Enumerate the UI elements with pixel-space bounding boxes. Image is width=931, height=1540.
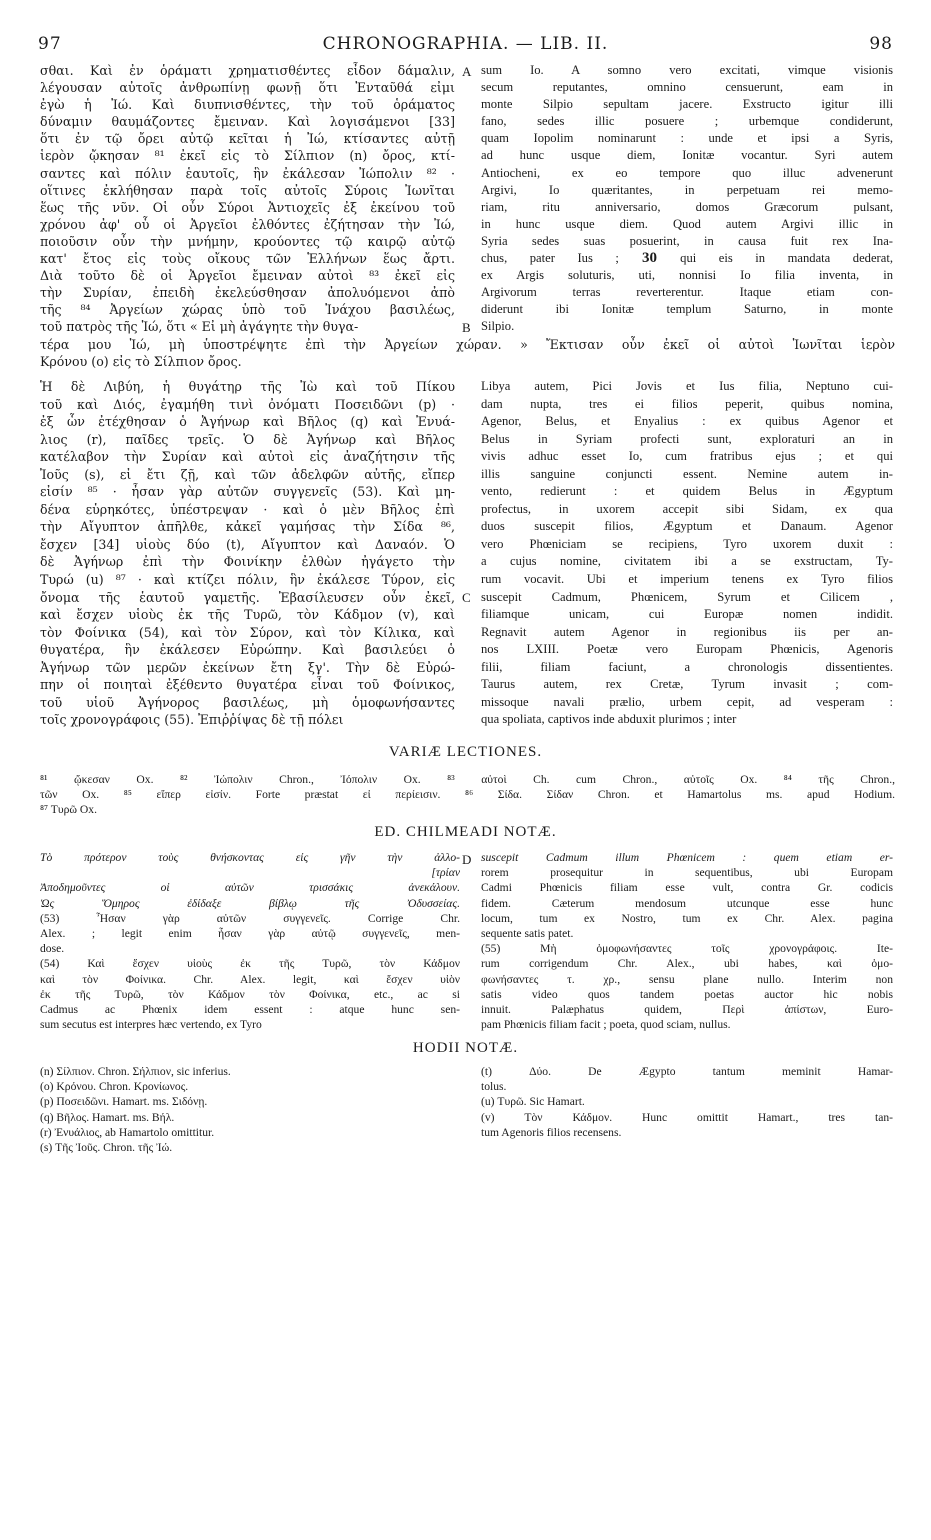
text-line: ἕως τῆς νῦν. Οἱ οὖν Σύροι Ἀντιοχεῖς ἐξ ἐκείνου τοῦ bbox=[40, 199, 455, 215]
text-line: Ἀποδημοῦντες οἱ αὐτῶν τρισσάκις ἀνεκάλουν. bbox=[40, 881, 460, 895]
text-line: rum vocavit. Ubi et imperium tenens ex Tyro filios bbox=[481, 572, 893, 587]
text-line: εἰσίν ⁸⁵ · ἦσαν γὰρ αὐτῶν συγγενεῖς (53). Καὶ μη- bbox=[40, 484, 455, 500]
text-line: Cadmus ac Phœnix idem essent : atque hunc sen- bbox=[40, 1003, 460, 1017]
text-line: riam, ritu anniversario, domos Græcorum pulsant, bbox=[481, 199, 893, 214]
text-line: (n) Σίλπιον. Chron. Σήλπιον, sic inferius. bbox=[40, 1065, 231, 1078]
text-line: ἐκ τῆς Τυρῶ, τὸν Κάδμον τὸν Φοίνικα, etc., ac si bbox=[40, 987, 460, 1001]
text-line: Ὡς Ὅμηρος ἐδίδαξε βίβλῳ τῆς Ὀδυσσείας. bbox=[40, 896, 460, 910]
text-line: Antiocheni, ex eo tempore quo illuc advenerunt bbox=[481, 165, 893, 180]
text-line: in hunc usque diem. Quod autem Argivi illic in bbox=[481, 216, 893, 231]
text-line: τέρα μου Ἰώ, μὴ ὑποστρέψητε ἐπὶ τὴν Ἀργείων χώραν. » Ἔκτισαν οὖν ἐκεῖ οἱ αὐτοὶ Ἰωνῖται ἱερὸν bbox=[40, 337, 895, 352]
text-line: pam Phœnicis filiam facit ; poeta, quod sciam, nullus. bbox=[481, 1018, 731, 1032]
text-line: καὶ τὸν Φοίνικα. Chr. Alex. legit, καὶ ἔσχεν υἱὸν bbox=[40, 972, 460, 986]
text-line: ἐξ ὧν ἐτέχθησαν ὁ Ἀγήνωρ καὶ Βῆλος (q) καὶ Ἐνυά- bbox=[40, 414, 455, 430]
text-line: Argivorum terras reverterentur. Itaque etiam con- bbox=[481, 285, 893, 300]
text-line: fano, sedes illic posuere ; urbemque condiderunt, bbox=[481, 114, 893, 129]
text-line: tum Agenoris filios recensens. bbox=[481, 1125, 622, 1139]
text-line: φωνήσαντες τ. χρ., sensu plane nullo. Interim non bbox=[481, 972, 893, 986]
running-title: CHRONOGRAPHIA. — LIB. II. bbox=[322, 34, 609, 54]
text-line: Ἰοῦς (s), εἰ ἔτι ζῇ, καὶ τῶν ἀδελφῶν αὐτῆς, εἴπερ bbox=[40, 466, 455, 482]
text-line: Ἀγήνωρ τῶν μερῶν ἐκείνων ἔτη ξγ'. Τὴν δὲ Εὐρώ- bbox=[40, 659, 455, 675]
text-line: οἵτινες ἐκλήθησαν παρὰ τοῖς αὐτοῖς Σύροις Ἰωνῖται bbox=[40, 182, 455, 198]
text-line: τοῦ καὶ Διός, ἐγαμήθη τινὶ ὀνόματι Ποσειδῶνι (p) · bbox=[40, 396, 455, 412]
text-line: filiamque unicam, cui Europæ nomen indidit. bbox=[481, 607, 893, 622]
text-line: (r) Ἐνυάλιος, ab Hamartolo omittitur. bbox=[40, 1125, 215, 1139]
text-line: (54) Καὶ ἔσχεν υἱοὺς ἐκ τῆς Τυρῶ, τὸν Κάδμον bbox=[40, 957, 460, 971]
text-line: (55) Μὴ ὁμοφωνήσαντες τοῖς χρονογράφοις. Ite- bbox=[481, 942, 893, 956]
margin-marker-a: A bbox=[462, 64, 472, 79]
text-line: (v) Τὸν Κάδμον. Hunc omittit Hamart., tres tan- bbox=[481, 1110, 893, 1124]
text-line: τὸν Φοίνικα (54), καὶ τὸν Σύρον, καὶ τὸν Κίλικα, καὶ bbox=[40, 624, 455, 640]
text-line: Κρόνου (o) εἰς τὸ Σίλπιον ὄρος. bbox=[40, 354, 242, 370]
text-line: (q) Βῆλος. Hamart. ms. Βήλ. bbox=[40, 1110, 175, 1124]
text-line: τὴν Συρίαν, ἐπειδὴ ἐκελεύσθησαν ἀπολυόμενοι ἀπὸ bbox=[40, 285, 455, 301]
greek-column-top bbox=[40, 62, 455, 336]
text-line: vero Phœniciam se recipiens, Tyro uxorem duxit : bbox=[481, 536, 893, 551]
text-line: σαντες καὶ πόλιν ἑαυτοῖς, ἣν ἐκάλεσαν Ἰώπολιν ⁸² · bbox=[40, 165, 455, 181]
text-line: τοῦ πατρὸς τῆς Ἰώ, ὅτι « Εἰ μὴ ἀγάγητε τὴν θυγα- bbox=[40, 319, 359, 335]
text-line: filii, filiam faciunt, a chronologis dissentientes. bbox=[481, 659, 893, 674]
margin-marker-d: D bbox=[462, 852, 472, 867]
text-fragment: qui eis in mandata dederat, bbox=[680, 251, 893, 266]
text-fragment: chus, pater Ius ; bbox=[481, 251, 619, 266]
text-line: Cadmi Phœnicis filiam esse vult, contra Gr. codicis bbox=[481, 881, 893, 895]
text-line: Taurus autem, rex Cretæ, Tyrum invasit ; com- bbox=[481, 677, 893, 692]
text-line: quam Iopolim nominarunt : unde et ipsi a Syris, bbox=[481, 131, 893, 146]
text-line: Τυρώ (u) ⁸⁷ · καὶ κτίζει πόλιν, ἣν ἐκάλεσε Τύρον, εἰς bbox=[40, 572, 455, 588]
text-line: ἱερὸν ᾤκησαν ⁸¹ ἐκεῖ εἰς τὸ Σίλπιον (n) ὄρος, κτί- bbox=[40, 148, 455, 164]
text-line: Libya autem, Pici Jovis et Ius filia, Neptuno cui- bbox=[481, 379, 893, 393]
text-line bbox=[481, 250, 893, 267]
text-line: δένα εὑρηκότες, ὑπέστρεψαν · καὶ ὁ μὲν Βῆλος ἐπὶ bbox=[40, 501, 455, 517]
margin-marker-c: C bbox=[462, 590, 471, 605]
text-line: ἔσχεν [34] υἱοὺς δύο (t), Αἴγυπτον καὶ Δαναόν. Ὁ bbox=[40, 536, 455, 552]
text-line: illis sanguine conjuncti essent. Nemine autem in- bbox=[481, 466, 893, 481]
text-line: sum Io. A somno vero excitati, vimque visionis bbox=[481, 63, 893, 77]
latin-column-top bbox=[481, 62, 893, 336]
text-line: nos LXIII. Poetæ vero Europam Phœnicis, Agenoris bbox=[481, 642, 893, 657]
text-line: ad hunc usque diem, Ionitæ vocantur. Syri autem bbox=[481, 148, 893, 163]
text-line: δύναμιν θαυμάζοντες ἔμειναν. Καὶ λογισάμενοι [33] bbox=[40, 114, 455, 130]
text-line: Διὰ τοῦτο δὲ οἱ Ἀργεῖοι ἔμειναν αὐτοὶ ⁸³ ἐκεῖ εἰς bbox=[40, 268, 455, 284]
greek-column-middle bbox=[40, 378, 455, 729]
text-line: ⁸⁷ Τυρῶ Ox. bbox=[40, 803, 97, 817]
chilmead-notes-right bbox=[481, 850, 893, 1032]
text-line: rorem prosequitur in sequentibus, ubi Europam bbox=[481, 866, 893, 880]
text-line: dose. bbox=[40, 942, 65, 956]
text-line: duos suscepit filios, Ægyptum et Danaum. Agenor bbox=[481, 519, 893, 534]
text-line: Agenor, Belus, et Enyalius : ex quibus Agenor et bbox=[481, 414, 893, 429]
text-line: δὲ Ἀγήνωρ ἐπὶ τὴν Φοινίκην ἐλθὼν ἠγάγετο τὴν bbox=[40, 554, 455, 570]
text-line: καὶ ἔσχεν υἱοὺς ἐκ τῆς Τυρῶ, τὸν Κάδμον (v), καὶ bbox=[40, 607, 455, 623]
text-line: Τὸ πρότερον τοὺς θνήσκοντας εἰς γῆν τὴν ἀλλο- bbox=[40, 851, 460, 864]
text-line: κατέλαβον τὴν Συρίαν καὶ αὐτοὶ εἰς ἀναζήτησιν τῆς bbox=[40, 449, 455, 465]
text-line: a cujus nomine, civitatem ibi a se exstructam, Ty- bbox=[481, 554, 893, 569]
text-line: dam nupta, tres ei filios peperit, quibus nomina, bbox=[481, 396, 893, 411]
text-line: (53) Ἦσαν γὰρ αὐτῶν συγγενεῖς. Corrige Chr. bbox=[40, 911, 460, 925]
text-line: suscepit Cadmum illum Phœnicem : quem etiam er- bbox=[481, 851, 893, 864]
text-line: Silpio. bbox=[481, 319, 515, 334]
text-line: Regnavit autem Agenor in regionibus iis per an- bbox=[481, 624, 893, 639]
text-line: locum, tum ex Nostro, tum ex Chr. Alex. pagina bbox=[481, 911, 893, 925]
greek-full-width bbox=[40, 336, 895, 370]
text-line: τῶν Ox. ⁸⁵ εἴπερ εἰσίν. Forte præstat εἰ περίεισιν. ⁸⁶ Σίδα. Σίδαν Chron. et Hamartolus ms. apud Hodium. bbox=[40, 788, 895, 802]
left-page-number: 97 bbox=[38, 34, 62, 54]
text-line: ἐγὼ ἡ Ἰώ. Καὶ διυπνισθέντες, τὴν τοῦ ὁράματος bbox=[40, 97, 455, 113]
text-line: Ἡ δὲ Λιβύη, ἡ θυγάτηρ τῆς Ἰὼ καὶ τοῦ Πίκου bbox=[40, 379, 455, 394]
right-page-number: 98 bbox=[869, 34, 893, 54]
text-line: ⁸¹ ᾤκεσαν Ox. ⁸² Ἰώπολιν Chron., Ἰόπολιν Ox. ⁸³ αὐτοὶ Ch. cum Chron., αὐτοῖς Ox. ⁸⁴ τῆς Chron., bbox=[40, 773, 895, 786]
text-line: τοῦ υἱοῦ Ἀγήνορος βασιλέως, μὴ ὁμοφωνήσαντες bbox=[40, 694, 455, 710]
text-line: (p) Ποσειδῶνι. Hamart. ms. Σιδόνῃ. bbox=[40, 1095, 208, 1109]
text-line: ποιοῦσιν οὖν τὴν μνήμην, κρούοντες τῷ καιρῷ αὐτῷ bbox=[40, 233, 455, 249]
text-line: ex Argis soluturis, uti, nonnisi Io filia inventa, in bbox=[481, 268, 893, 283]
text-line: secum reputantes, omnino censuerunt, eam in bbox=[481, 80, 893, 95]
text-line: missoque navali prælio, urbem cepit, ad vesperam : bbox=[481, 694, 893, 709]
text-line: fidem. Cæterum mendosum utcunque esse hunc bbox=[481, 896, 893, 910]
text-line: (u) Τυρῶ. Sic Hamart. bbox=[481, 1095, 585, 1109]
text-line: sum secutus est interpres hæc vertendo, ex Tyro bbox=[40, 1018, 262, 1032]
text-line: satis video quos tandem poetas auctor hic nobis bbox=[481, 987, 893, 1001]
text-line: ὅτι ἐν τῷ ὄρει αὐτῷ κεῖται ἡ Ἰώ, κτίσαντες αὐτῇ bbox=[40, 131, 455, 147]
text-line: [τρίαν bbox=[431, 866, 460, 880]
text-line: qua spoliata, captivos inde abduxit plurimos ; inter bbox=[481, 712, 737, 727]
text-line: (t) Δύο. De Ægypto tantum meminit Hamar- bbox=[481, 1065, 893, 1078]
text-line: τῆς ⁸⁴ Ἀργείων χώρας ὑπὸ τοῦ Ἰνάχου βασιλέως, bbox=[40, 302, 455, 318]
text-line: χρόνου ἀφ' οὗ οἱ Ἀργεῖοι ἐλθόντες ἐζήτησαν τὴν Ἰώ, bbox=[40, 216, 455, 232]
text-line: vivis adhuc esset Io, cum fratribus ejus ; et qui bbox=[481, 449, 893, 464]
text-line: κατ' ἔτος εἰς τοὺς οἴκους τῶν Ἑλλήνων ἕως ἄρτι. bbox=[40, 251, 455, 267]
variae-title: VARIÆ LECTIONES. bbox=[388, 744, 543, 760]
text-line: Argivi, Io quæritantes, in perpetuam rei memo- bbox=[481, 182, 893, 197]
text-line: profectus, in uxorem accepit sibi Sidam, ex qua bbox=[481, 501, 893, 516]
text-line: τοῖς χρονογράφοις (55). Ἐπιῤῥίψας δὲ τῇ πόλει bbox=[40, 712, 344, 728]
text-line: (o) Κρόνου. Chron. Κρονίωνος. bbox=[40, 1080, 189, 1094]
text-line: tolus. bbox=[481, 1080, 507, 1094]
page-header bbox=[38, 34, 893, 56]
text-line: Alex. ; legit enim ἦσαν γὰρ αὐτῷ συγγενεῖς, men- bbox=[40, 927, 460, 941]
text-line: λιος (r), παῖδες τρεῖς. Ὁ δὲ Ἀγήνωρ καὶ Βῆλος bbox=[40, 431, 455, 447]
text-line: (s) Τῆς Ἰοῦς. Chron. τῆς Ἰώ. bbox=[40, 1141, 173, 1155]
text-line: θυγατέρα, ἣν ἐκάλεσεν Εὐρώπην. Καὶ βασιλεύει ὁ bbox=[40, 642, 455, 658]
text-line: monte Silpio sepultam jacere. Exstructo igitur illi bbox=[481, 97, 893, 112]
text-line: diderunt ibi Ionitæ templum Saturno, in monte bbox=[481, 302, 893, 317]
text-line: πην οἱ ποιηταὶ ἐξέθεντο θυγατέρα εἶναι τοῦ Φοίνικος, bbox=[40, 677, 455, 693]
hodii-notes-left bbox=[40, 1064, 460, 1155]
text-line: Belus in Syriam profecti sunt, exploraturi an in bbox=[481, 431, 893, 446]
text-line: λέγουσαν αὐτοῖς ἀνθρωπίνῃ φωνῇ ὅτι Ἐνταῦθά εἰμι bbox=[40, 80, 455, 96]
text-line: innuit. Palæphatus quidem, Περὶ ἀπίστων, Euro- bbox=[481, 1003, 893, 1017]
latin-column-middle bbox=[481, 378, 893, 729]
text-line: rum corrigendum Chr. Alex., ubi habes, καὶ ὁμο- bbox=[481, 957, 893, 971]
column-number-30: 30 bbox=[618, 250, 681, 267]
text-line: Syria sedes suas posuerint, in causa fuit rex Ina- bbox=[481, 233, 893, 248]
text-line: ὄνομα τῆς ἑαυτοῦ γαμετῆς. Ἐβασίλευσεν οὖν ἐκεῖ, bbox=[40, 589, 455, 605]
margin-marker-b: B bbox=[462, 320, 471, 335]
hodii-notes-right bbox=[481, 1064, 893, 1140]
text-line: sequente satis patet. bbox=[481, 927, 574, 941]
text-line: τὴν Αἴγυπτον ἀπῆλθε, κἀκεῖ γαμήσας τὴν Σίδα ⁸⁶, bbox=[40, 519, 455, 535]
text-line: σθαι. Καὶ ἐν ὁράματι χρηματισθέντες εἶδον δάμαλιν, bbox=[40, 63, 455, 78]
hodii-title: HODII NOTÆ. bbox=[412, 1040, 519, 1056]
chilmead-title: ED. CHILMEADI NOTÆ. bbox=[374, 824, 557, 840]
variae-lectiones bbox=[40, 772, 895, 818]
chilmead-notes-left bbox=[40, 850, 460, 1032]
text-line: suscepit Cadmum, Phœnicem, Syrum et Cilicem , bbox=[481, 589, 893, 604]
text-line: vento, redierunt : et quidem Belus in Ægyptum bbox=[481, 484, 893, 499]
